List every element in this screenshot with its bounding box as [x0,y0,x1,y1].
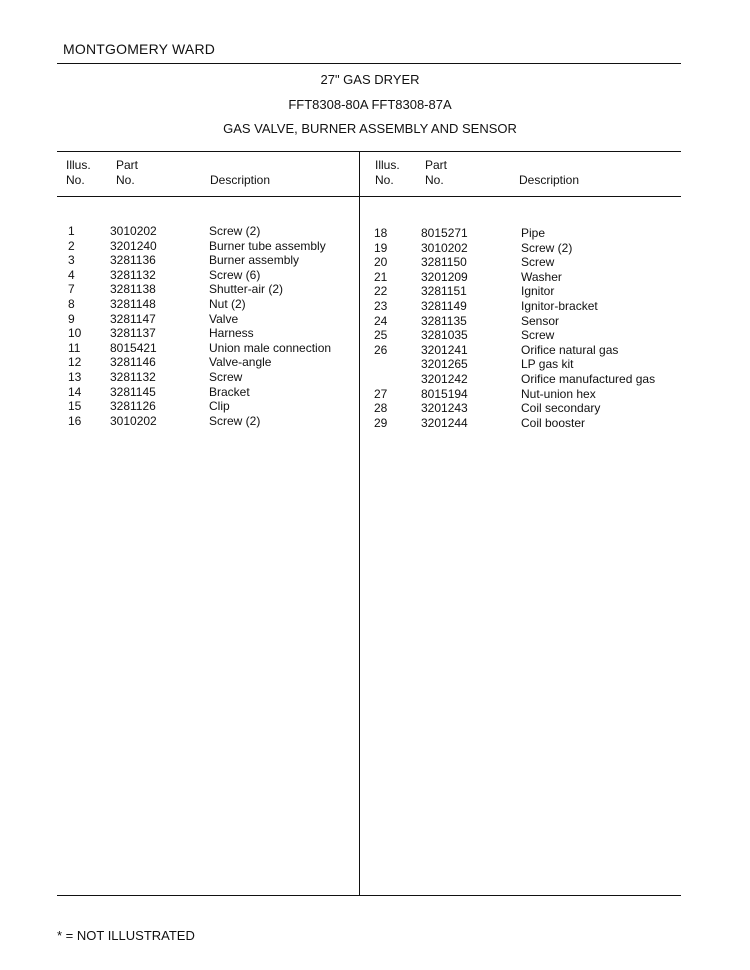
illus-number: 29 [374,415,388,430]
illus-number: 18 [374,226,388,240]
document-title: 27" GAS DRYER [320,72,420,87]
part-number: 3010202 [110,413,157,428]
illus-number: 21 [374,269,388,284]
illus-number: 1 [68,224,75,238]
illus-number: 10 [68,326,82,341]
part-number: 3281035 [421,328,468,343]
part-number: 3281136 [110,253,156,268]
part-description: Screw (2) [209,413,261,428]
part-number: 3010202 [421,240,468,255]
illus-number: 9 [68,311,75,326]
part-description: Screw [209,370,243,384]
part-description: Orifice natural gas [521,342,619,357]
illus-number: 7 [68,282,75,297]
part-number: 3281148 [110,297,156,311]
part-number: 3281147 [110,311,156,326]
illus-number: 4 [68,267,75,282]
right-header-part: Part No. [425,158,448,187]
part-description: Screw (2) [209,224,261,238]
illus-number: 24 [374,313,388,328]
part-description: Union male connection [209,340,332,355]
part-description: Nut (2) [209,297,246,311]
part-description: Ignitor-bracket [521,299,598,313]
part-number: 3201242 [421,372,468,386]
part-number: 3281132 [110,370,156,384]
part-number: 3281145 [110,384,156,399]
left-header-illus: Illus. No. [66,158,91,187]
part-description: Screw [521,328,555,343]
model-numbers: FFT8308-80A FFT8308-87A [288,97,452,112]
illus-number: 28 [374,401,388,416]
part-description: Harness [209,326,254,341]
table-bottom-rule [57,895,681,896]
part-number: 3281135 [421,313,467,328]
illus-number: 8 [68,297,75,311]
part-description: Washer [521,269,562,284]
header-rule [57,63,681,64]
part-number: 8015271 [421,226,468,240]
illus-number: 20 [374,255,388,270]
part-description: Nut-union hex [521,386,596,401]
part-number: 3201240 [110,238,157,253]
part-description: Screw (2) [521,240,573,255]
part-description: Valve [209,311,239,326]
illus-number: 11 [68,340,81,355]
part-description: Sensor [521,313,560,328]
illus-number: 12 [68,355,82,370]
right-header-illus: Illus. No. [375,158,400,187]
section-title: GAS VALVE, BURNER ASSEMBLY AND SENSOR [223,121,517,136]
table-top-rule [57,151,681,152]
illus-number: 14 [68,384,82,399]
part-description: Burner tube assembly [209,238,326,253]
illus-number: 16 [68,413,82,428]
illus-number: 15 [68,399,82,414]
part-description: Valve-angle [209,355,272,370]
illus-number: 23 [374,299,388,313]
part-description: Clip [209,399,230,414]
part-description: Pipe [521,226,546,240]
part-number: 3010202 [110,224,157,238]
brand-name: MONTGOMERY WARD [63,41,216,57]
left-header-description: Description [210,173,271,187]
illus-number: 19 [374,240,388,255]
table-header-rule [57,196,681,197]
part-description: Screw (6) [209,267,261,282]
part-number: 3201243 [421,401,468,416]
part-description: Coil booster [521,415,586,430]
right-header-description: Description [519,173,580,187]
part-description: Orifice manufactured gas [521,372,656,386]
part-number: 3201241 [421,342,468,357]
part-description: Shutter-air (2) [209,282,284,297]
part-number: 3201265 [421,357,468,372]
part-number: 3281149 [421,299,467,313]
footnote: * = NOT ILLUSTRATED [57,928,195,943]
part-number: 3201209 [421,269,468,284]
part-number: 3281151 [421,284,467,299]
part-number: 3201244 [421,415,468,430]
illus-number: 25 [374,328,388,343]
part-description: Screw [521,255,555,270]
illus-number: 27 [374,386,388,401]
part-description: Ignitor [521,284,555,299]
illus-number: 26 [374,342,388,357]
part-number: 8015194 [421,386,468,401]
part-number: 3281138 [110,282,156,297]
illus-number: 2 [68,238,75,253]
part-number: 3281126 [110,399,156,414]
illus-number: 13 [68,370,82,384]
part-description: Coil secondary [521,401,601,416]
part-number: 3281150 [421,255,467,270]
column-divider [359,151,360,896]
part-number: 8015421 [110,340,157,355]
part-number: 3281132 [110,267,156,282]
part-number: 3281137 [110,326,156,341]
part-description: LP gas kit [521,357,574,372]
part-number: 3281146 [110,355,156,370]
part-description: Bracket [209,384,250,399]
part-description: Burner assembly [209,253,300,268]
left-header-part: Part No. [116,158,139,187]
illus-number: 22 [374,284,388,299]
illus-number: 3 [68,253,75,268]
